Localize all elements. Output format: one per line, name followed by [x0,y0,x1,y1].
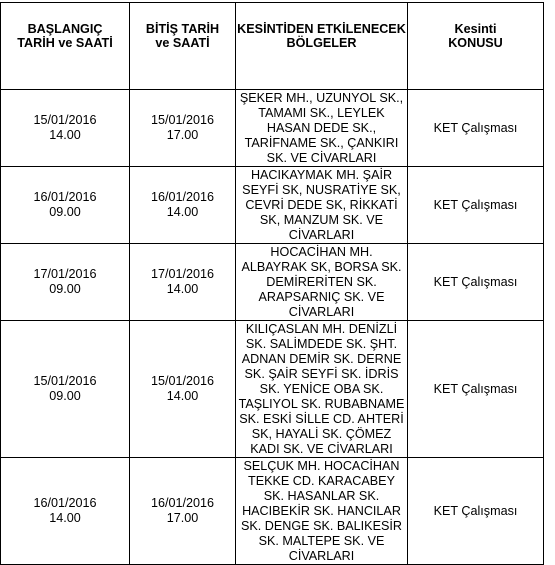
header-start-datetime [1,3,130,90]
topic-cell: KET Çalışması [408,458,544,565]
header-outage-topic [408,3,544,90]
regions-cell: KILIÇASLAN MH. DENİZLİ SK. SALİMDEDE SK. ŞHT. ADNAN DEMİR SK. DERNE SK. ŞAİR SEYFİ SK. İDRİS SK. YENİCE OBA SK. TAŞLIYOL SK. RUBABNAME SK. ESKİ SİLLE CD. AHTERİ SK, HAYALİ SK. ÇÖMEZ KADI SK. VE CİVARLARI [236,321,408,458]
end-datetime-cell: 16/01/2016 14.00 [130,167,236,244]
start-datetime-cell: 15/01/2016 09.00 [1,321,130,458]
header-end-label: BİTİŞ TARİH ve SAATİ [145,22,220,50]
table-row [1,167,544,244]
topic-cell: KET Çalışması [408,321,544,458]
header-row [1,3,544,90]
header-affected-regions [236,3,408,90]
power-outage-table [0,2,544,565]
header-end-datetime [130,3,236,90]
end-datetime-cell: 15/01/2016 14.00 [130,321,236,458]
start-datetime-cell: 17/01/2016 09.00 [1,244,130,321]
start-datetime-cell: 15/01/2016 14.00 [1,90,130,167]
regions-cell: ŞEKER MH., UZUNYOL SK., TAMAMI SK., LEYLEK HASAN DEDE SK., TARİFNAME SK., ÇANKIRI SK. VE CİVARLARI [236,90,408,167]
start-datetime-cell: 16/01/2016 09.00 [1,167,130,244]
topic-cell: KET Çalışması [408,90,544,167]
table-body [1,90,544,565]
table-row [1,244,544,321]
header-regions-label: KESİNTİDEN ETKİLENECEK BÖLGELER [237,22,406,50]
topic-cell: KET Çalışması [408,167,544,244]
start-datetime-cell: 16/01/2016 14.00 [1,458,130,565]
table-header [1,3,544,90]
regions-cell: SELÇUK MH. HOCACİHAN TEKKE CD. KARACABEY SK. HASANLAR SK. HACIBEKİR SK. HANCILAR SK. DENGE SK. BALIKESİR SK. MALTEPE SK. VE CİVARLARI [236,458,408,565]
header-topic-label: Kesinti KONUSU [448,22,503,50]
end-datetime-cell: 15/01/2016 17.00 [130,90,236,167]
header-start-label: BAŞLANGIÇ TARİH ve SAATİ [17,22,113,50]
topic-cell: KET Çalışması [408,244,544,321]
end-datetime-cell: 16/01/2016 17.00 [130,458,236,565]
end-datetime-cell: 17/01/2016 14.00 [130,244,236,321]
regions-cell: HOCACİHAN MH. ALBAYRAK SK, BORSA SK. DEMİRERİTEN SK. ARAPSARNIÇ SK. VE CİVARLARI [236,244,408,321]
table-row [1,458,544,565]
table-row [1,321,544,458]
table-row [1,90,544,167]
regions-cell: HACIKAYMAK MH. ŞAİR SEYFİ SK, NUSRATİYE SK, CEVRİ DEDE SK, RİKKATİ SK, MANZUM SK. VE CİVARLARI [236,167,408,244]
